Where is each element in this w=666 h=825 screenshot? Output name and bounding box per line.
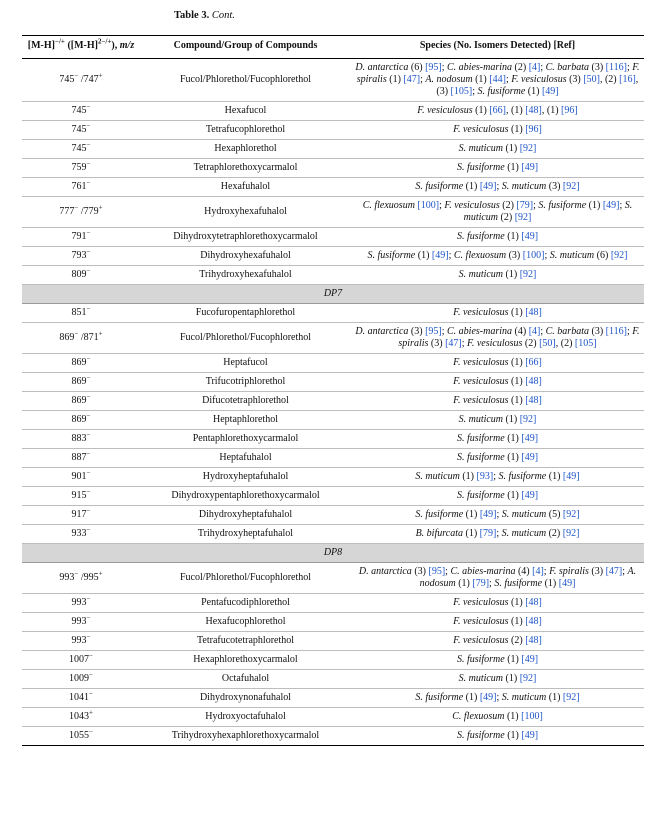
table-row <box>22 159 644 178</box>
reference-link[interactable]: [49] <box>479 692 497 703</box>
compound-cell: Hexaphlorethoxycarmalol <box>140 651 351 670</box>
reference-link[interactable]: [49] <box>479 509 497 520</box>
species-name: F. vesiculosus <box>453 635 509 646</box>
reference-link[interactable]: [116] <box>605 62 627 73</box>
reference-link[interactable]: [48] <box>525 376 542 387</box>
section-label: DP7 <box>22 285 644 304</box>
compound-cell: Hexafucol <box>140 102 351 121</box>
mz-cell: 745− /747+ <box>22 59 140 102</box>
species-cell: S. fusiforme (1) [49]; S. muticum (5) [92] <box>351 506 644 525</box>
mz-cell: 869− <box>22 411 140 430</box>
compound-cell: Tetrafucotetraphlorethol <box>140 632 351 651</box>
mz-cell: 745− <box>22 121 140 140</box>
species-cell: D. antarctica (3) [95]; C. abies-marina (4) [4]; C. barbata (3) [116]; F. spiralis (3) [47]; F. vesiculosus (2) [50], (2) [105] <box>351 323 644 354</box>
mz-cell: 1043+ <box>22 708 140 727</box>
species-name: F. vesiculosus <box>453 616 509 627</box>
species-name: C. abies-marina <box>447 62 513 73</box>
species-name: S. muticum <box>501 181 547 192</box>
species-name: F. vesiculosus <box>453 395 509 406</box>
compound-cell: Trihydroxyheptafuhalol <box>140 525 351 544</box>
species-name: S. fusiforme <box>498 471 547 482</box>
species-cell: S. fusiforme (1) [49] <box>351 487 644 506</box>
reference-link[interactable]: [92] <box>562 528 580 539</box>
mz-cell: 993− <box>22 594 140 613</box>
species-cell: S. muticum (1) [92] <box>351 411 644 430</box>
compound-cell: Tetrafucophlorethol <box>140 121 351 140</box>
table-row <box>22 411 644 430</box>
species-name: S. fusiforme <box>367 250 416 261</box>
species-name: S. fusiforme <box>456 433 505 444</box>
table-row <box>22 506 644 525</box>
compound-cell: Heptafuhalol <box>140 449 351 468</box>
species-name: C. barbata <box>545 62 589 73</box>
reference-link[interactable]: [92] <box>519 673 537 684</box>
species-cell: B. bifurcata (1) [79]; S. muticum (2) [92] <box>351 525 644 544</box>
compound-cell: Fucol/Phlorethol/Fucophlorethol <box>140 59 351 102</box>
compound-cell: Heptaphlorethol <box>140 411 351 430</box>
species-cell: F. vesiculosus (1) [48] <box>351 304 644 323</box>
species-name: C. abies-marina <box>450 566 516 577</box>
species-name: B. bifurcata <box>415 528 463 539</box>
species-cell: S. fusiforme (1) [49] <box>351 228 644 247</box>
compound-cell: Trifucotriphlorethol <box>140 373 351 392</box>
mz-cell: 777− /779+ <box>22 197 140 228</box>
reference-link[interactable]: [92] <box>562 181 580 192</box>
mz-cell: 915− <box>22 487 140 506</box>
species-name: S. fusiforme <box>415 692 464 703</box>
species-name: S. fusiforme <box>538 200 587 211</box>
compound-cell: Difucotetraphlorethol <box>140 392 351 411</box>
reference-link[interactable]: [100] <box>417 200 440 211</box>
species-cell: D. antarctica (3) [95]; C. abies-marina (4) [4]; F. spiralis (3) [47]; A. nodosum (1) [79]; S. fusiforme (1) [49] <box>351 563 644 594</box>
mz-cell: 759− <box>22 159 140 178</box>
reference-link[interactable]: [92] <box>562 509 580 520</box>
mz-cell: 993− /995+ <box>22 563 140 594</box>
table-row <box>22 689 644 708</box>
table-row <box>22 708 644 727</box>
reference-link[interactable]: [92] <box>610 250 628 261</box>
compound-cell: Fucol/Phlorethol/Fucophlorethol <box>140 323 351 354</box>
reference-link[interactable]: [49] <box>558 578 576 589</box>
species-name: S. muticum <box>463 200 633 223</box>
species-name: S. fusiforme <box>456 231 505 242</box>
reference-link[interactable]: [49] <box>521 162 539 173</box>
species-name: F. vesiculosus <box>453 357 509 368</box>
compound-cell: Hexaphlorethol <box>140 140 351 159</box>
species-name: A. nodosum <box>425 74 473 85</box>
mz-cell: 993− <box>22 613 140 632</box>
mz-cell: 1055− <box>22 727 140 746</box>
reference-link[interactable]: [44] <box>489 74 506 85</box>
mz-cell: 761− <box>22 178 140 197</box>
reference-link[interactable]: [49] <box>479 181 497 192</box>
mz-cell: 745− <box>22 140 140 159</box>
compound-cell: Dihydroxytetraphlorethoxycarmalol <box>140 228 351 247</box>
species-cell: D. antarctica (6) [95]; C. abies-marina (2) [4]; C. barbata (3) [116]; F. spiralis (1) [47]; A. nodosum (1) [44]; F. vesiculosus (3) [50], (2) [16], (3) [105]; S. fusiforme (1) [49] <box>351 59 644 102</box>
table-row <box>22 468 644 487</box>
table-caption <box>174 10 235 21</box>
section-row <box>22 285 644 304</box>
table-body <box>22 59 644 746</box>
table-row <box>22 323 644 354</box>
table-caption-label: Table 3. <box>174 10 210 21</box>
compound-cell: Trihydroxyhexaphlorethoxycarmalol <box>140 727 351 746</box>
species-name: S. fusiforme <box>456 654 505 665</box>
compound-cell: Dihydroxyhexafuhalol <box>140 247 351 266</box>
mz-cell: 901− <box>22 468 140 487</box>
species-name: C. abies-marina <box>447 326 513 337</box>
species-name: S. muticum <box>501 692 547 703</box>
table-row <box>22 670 644 689</box>
compound-cell: Dihydroxypentaphlorethoxycarmalol <box>140 487 351 506</box>
reference-link[interactable]: [49] <box>562 471 580 482</box>
reference-link[interactable]: [4] <box>528 326 541 337</box>
mz-cell: 933− <box>22 525 140 544</box>
species-name: S. muticum <box>549 250 595 261</box>
reference-link[interactable]: [49] <box>431 250 449 261</box>
table-row <box>22 247 644 266</box>
species-name: S. muticum <box>458 143 504 154</box>
species-name: C. flexuosum <box>453 250 507 261</box>
compound-cell: Dihydroxyheptafuhalol <box>140 506 351 525</box>
reference-link[interactable]: [47] <box>445 338 462 349</box>
species-name: F. vesiculosus <box>453 597 509 608</box>
species-cell: S. muticum (1) [92] <box>351 140 644 159</box>
table-row <box>22 449 644 468</box>
table-row <box>22 430 644 449</box>
species-cell: S. fusiforme (1) [49]; C. flexuosum (3) [100]; S. muticum (6) [92] <box>351 247 644 266</box>
species-name: C. flexuosum <box>452 711 505 722</box>
reference-link[interactable]: [47] <box>605 566 623 577</box>
compound-cell: Pentaphlorethoxycarmalol <box>140 430 351 449</box>
species-cell: F. vesiculosus (1) [96] <box>351 121 644 140</box>
reference-link[interactable]: [92] <box>514 212 532 223</box>
species-cell: S. fusiforme (1) [49]; S. muticum (3) [92] <box>351 178 644 197</box>
reference-link[interactable]: [48] <box>525 616 542 627</box>
reference-link[interactable]: [49] <box>521 730 539 741</box>
species-cell: F. vesiculosus (1) [48] <box>351 392 644 411</box>
table-row <box>22 140 644 159</box>
mz-cell: 1007− <box>22 651 140 670</box>
table-row <box>22 228 644 247</box>
species-cell: F. vesiculosus (1) [66], (1) [48], (1) [96] <box>351 102 644 121</box>
species-name: F. vesiculosus <box>453 376 509 387</box>
reference-link[interactable]: [49] <box>521 231 539 242</box>
reference-link[interactable]: [93] <box>476 471 494 482</box>
mz-cell: 1041− <box>22 689 140 708</box>
reference-link[interactable]: [4] <box>528 62 541 73</box>
species-name: F. vesiculosus <box>444 200 500 211</box>
species-cell: S. fusiforme (1) [49] <box>351 159 644 178</box>
mz-cell: 887− <box>22 449 140 468</box>
compound-cell: Pentafucodiphlorethol <box>140 594 351 613</box>
species-cell: F. vesiculosus (1) [48] <box>351 373 644 392</box>
compound-cell: Fucol/Phlorethol/Fucophlorethol <box>140 563 351 594</box>
species-name: S. muticum <box>458 269 504 280</box>
reference-link[interactable]: [66] <box>525 357 542 368</box>
species-cell: C. flexuosum (1) [100] <box>351 708 644 727</box>
species-name: F. spiralis <box>549 566 589 577</box>
reference-link[interactable]: [49] <box>602 200 620 211</box>
compound-cell: Fucofuropentaphlorethol <box>140 304 351 323</box>
table-row <box>22 197 644 228</box>
mz-cell: 793− <box>22 247 140 266</box>
species-name: F. vesiculosus <box>511 74 567 85</box>
mz-cell: 993− <box>22 632 140 651</box>
table-row <box>22 487 644 506</box>
reference-link[interactable]: [48] <box>525 105 542 116</box>
species-name: S. fusiforme <box>456 490 505 501</box>
reference-link[interactable]: [48] <box>525 635 542 646</box>
reference-link[interactable]: [16] <box>619 74 636 85</box>
species-name: S. fusiforme <box>415 181 464 192</box>
species-cell: S. fusiforme (1) [49] <box>351 449 644 468</box>
reference-link[interactable]: [92] <box>562 692 580 703</box>
reference-link[interactable]: [48] <box>525 597 542 608</box>
species-name: F. spiralis <box>398 326 640 349</box>
table-row <box>22 373 644 392</box>
compound-cell: Hexafuhalol <box>140 178 351 197</box>
species-name: S. muticum <box>458 673 504 684</box>
data-table <box>22 35 644 746</box>
mz-cell: 791− <box>22 228 140 247</box>
species-name: S. muticum <box>501 528 547 539</box>
reference-link[interactable]: [47] <box>403 74 421 85</box>
species-cell: F. vesiculosus (2) [48] <box>351 632 644 651</box>
table-caption-cont: Cont. <box>211 10 235 21</box>
reference-link[interactable]: [100] <box>521 711 543 722</box>
table-row <box>22 59 644 102</box>
species-name: S. fusiforme <box>456 452 505 463</box>
reference-link[interactable]: [79] <box>479 528 497 539</box>
reference-link[interactable]: [4] <box>532 566 544 577</box>
species-name: A. nodosum <box>419 566 637 589</box>
species-cell: S. fusiforme (1) [49] <box>351 727 644 746</box>
table-row <box>22 121 644 140</box>
compound-cell: Hydroxyheptafuhalol <box>140 468 351 487</box>
table-row <box>22 563 644 594</box>
species-cell: C. flexuosum [100]; F. vesiculosus (2) [79]; S. fusiforme (1) [49]; S. muticum (2) [92] <box>351 197 644 228</box>
species-name: F. vesiculosus <box>417 105 473 116</box>
species-name: S. muticum <box>501 509 547 520</box>
species-cell: S. muticum (1) [92] <box>351 670 644 689</box>
reference-link[interactable]: [50] <box>583 74 600 85</box>
mz-cell: 869− <box>22 373 140 392</box>
reference-link[interactable]: [95] <box>425 326 442 337</box>
species-name: S. fusiforme <box>456 162 505 173</box>
table-row <box>22 613 644 632</box>
compound-cell: Heptafucol <box>140 354 351 373</box>
species-cell: S. muticum (1) [93]; S. fusiforme (1) [49] <box>351 468 644 487</box>
species-cell: F. vesiculosus (1) [66] <box>351 354 644 373</box>
mz-cell: 869− /871+ <box>22 323 140 354</box>
section-label: DP8 <box>22 544 644 563</box>
species-name: S. fusiforme <box>415 509 464 520</box>
reference-link[interactable]: [116] <box>605 326 627 337</box>
mz-cell: 869− <box>22 392 140 411</box>
reference-link[interactable]: [96] <box>561 105 578 116</box>
species-name: D. antarctica <box>358 566 412 577</box>
species-name: S. fusiforme <box>456 730 505 741</box>
compound-cell: Octafuhalol <box>140 670 351 689</box>
reference-link[interactable]: [79] <box>472 578 490 589</box>
reference-link[interactable]: [49] <box>521 490 539 501</box>
compound-cell: Hydroxyoctafuhalol <box>140 708 351 727</box>
mz-cell: 851− <box>22 304 140 323</box>
species-name: D. antarctica <box>355 326 409 337</box>
mz-cell: 883− <box>22 430 140 449</box>
reference-link[interactable]: [95] <box>428 566 446 577</box>
species-name: F. vesiculosus <box>467 338 523 349</box>
compound-cell: Trihydroxyhexafuhalol <box>140 266 351 285</box>
reference-link[interactable]: [92] <box>519 414 537 425</box>
compound-cell: Hydroxyhexafuhalol <box>140 197 351 228</box>
reference-link[interactable]: [105] <box>450 86 473 97</box>
mz-cell: 745− <box>22 102 140 121</box>
table-row <box>22 266 644 285</box>
species-name: F. vesiculosus <box>453 124 509 135</box>
compound-cell: Dihydroxynonafuhalol <box>140 689 351 708</box>
mz-cell: 869− <box>22 354 140 373</box>
compound-cell: Hexafucophlorethol <box>140 613 351 632</box>
species-name: C. flexuosum <box>362 200 415 211</box>
table-row <box>22 525 644 544</box>
compound-cell: Tetraphlorethoxycarmalol <box>140 159 351 178</box>
reference-link[interactable]: [49] <box>521 654 539 665</box>
reference-link[interactable]: [49] <box>541 86 559 97</box>
table-row <box>22 632 644 651</box>
header-mz: [M-H]−/+ $([M-H]^{2-/+})$, m/z <box>22 36 140 59</box>
table-row <box>22 727 644 746</box>
section-row <box>22 544 644 563</box>
reference-link[interactable]: [48] <box>525 307 542 318</box>
mz-cell: 809− <box>22 266 140 285</box>
species-name: S. fusiforme <box>477 86 526 97</box>
table-header-row <box>22 36 644 59</box>
species-name: F. vesiculosus <box>453 307 509 318</box>
table-row <box>22 102 644 121</box>
species-cell: S. fusiforme (1) [49] <box>351 430 644 449</box>
species-cell: F. vesiculosus (1) [48] <box>351 613 644 632</box>
species-name: S. fusiforme <box>494 578 543 589</box>
species-name: C. barbata <box>545 326 589 337</box>
table-row <box>22 392 644 411</box>
header-species: Species (No. Isomers Detected) [Ref] <box>351 36 644 59</box>
species-name: S. muticum <box>415 471 460 482</box>
table-row <box>22 304 644 323</box>
reference-link[interactable]: [49] <box>521 433 539 444</box>
species-cell: S. fusiforme (1) [49] <box>351 651 644 670</box>
table-row <box>22 178 644 197</box>
mz-cell: 917− <box>22 506 140 525</box>
table-row <box>22 651 644 670</box>
species-cell: S. fusiforme (1) [49]; S. muticum (1) [92] <box>351 689 644 708</box>
reference-link[interactable]: [105] <box>574 338 597 349</box>
mz-cell: 1009− <box>22 670 140 689</box>
reference-link[interactable]: [95] <box>425 62 442 73</box>
reference-link[interactable]: [48] <box>525 395 542 406</box>
reference-link[interactable]: [100] <box>522 250 545 261</box>
header-compound: Compound/Group of Compounds <box>140 36 351 59</box>
reference-link[interactable]: [66] <box>489 105 507 116</box>
table-row <box>22 354 644 373</box>
table-row <box>22 594 644 613</box>
reference-link[interactable]: [79] <box>516 200 534 211</box>
species-cell: F. vesiculosus (1) [48] <box>351 594 644 613</box>
species-name: S. muticum <box>458 414 504 425</box>
reference-link[interactable]: [92] <box>519 143 537 154</box>
reference-link[interactable]: [49] <box>521 452 539 463</box>
species-name: F. spiralis <box>356 62 640 85</box>
reference-link[interactable]: [92] <box>519 269 537 280</box>
reference-link[interactable]: [96] <box>525 124 542 135</box>
species-name: D. antarctica <box>355 62 409 73</box>
species-cell: S. muticum (1) [92] <box>351 266 644 285</box>
reference-link[interactable]: [50] <box>539 338 556 349</box>
